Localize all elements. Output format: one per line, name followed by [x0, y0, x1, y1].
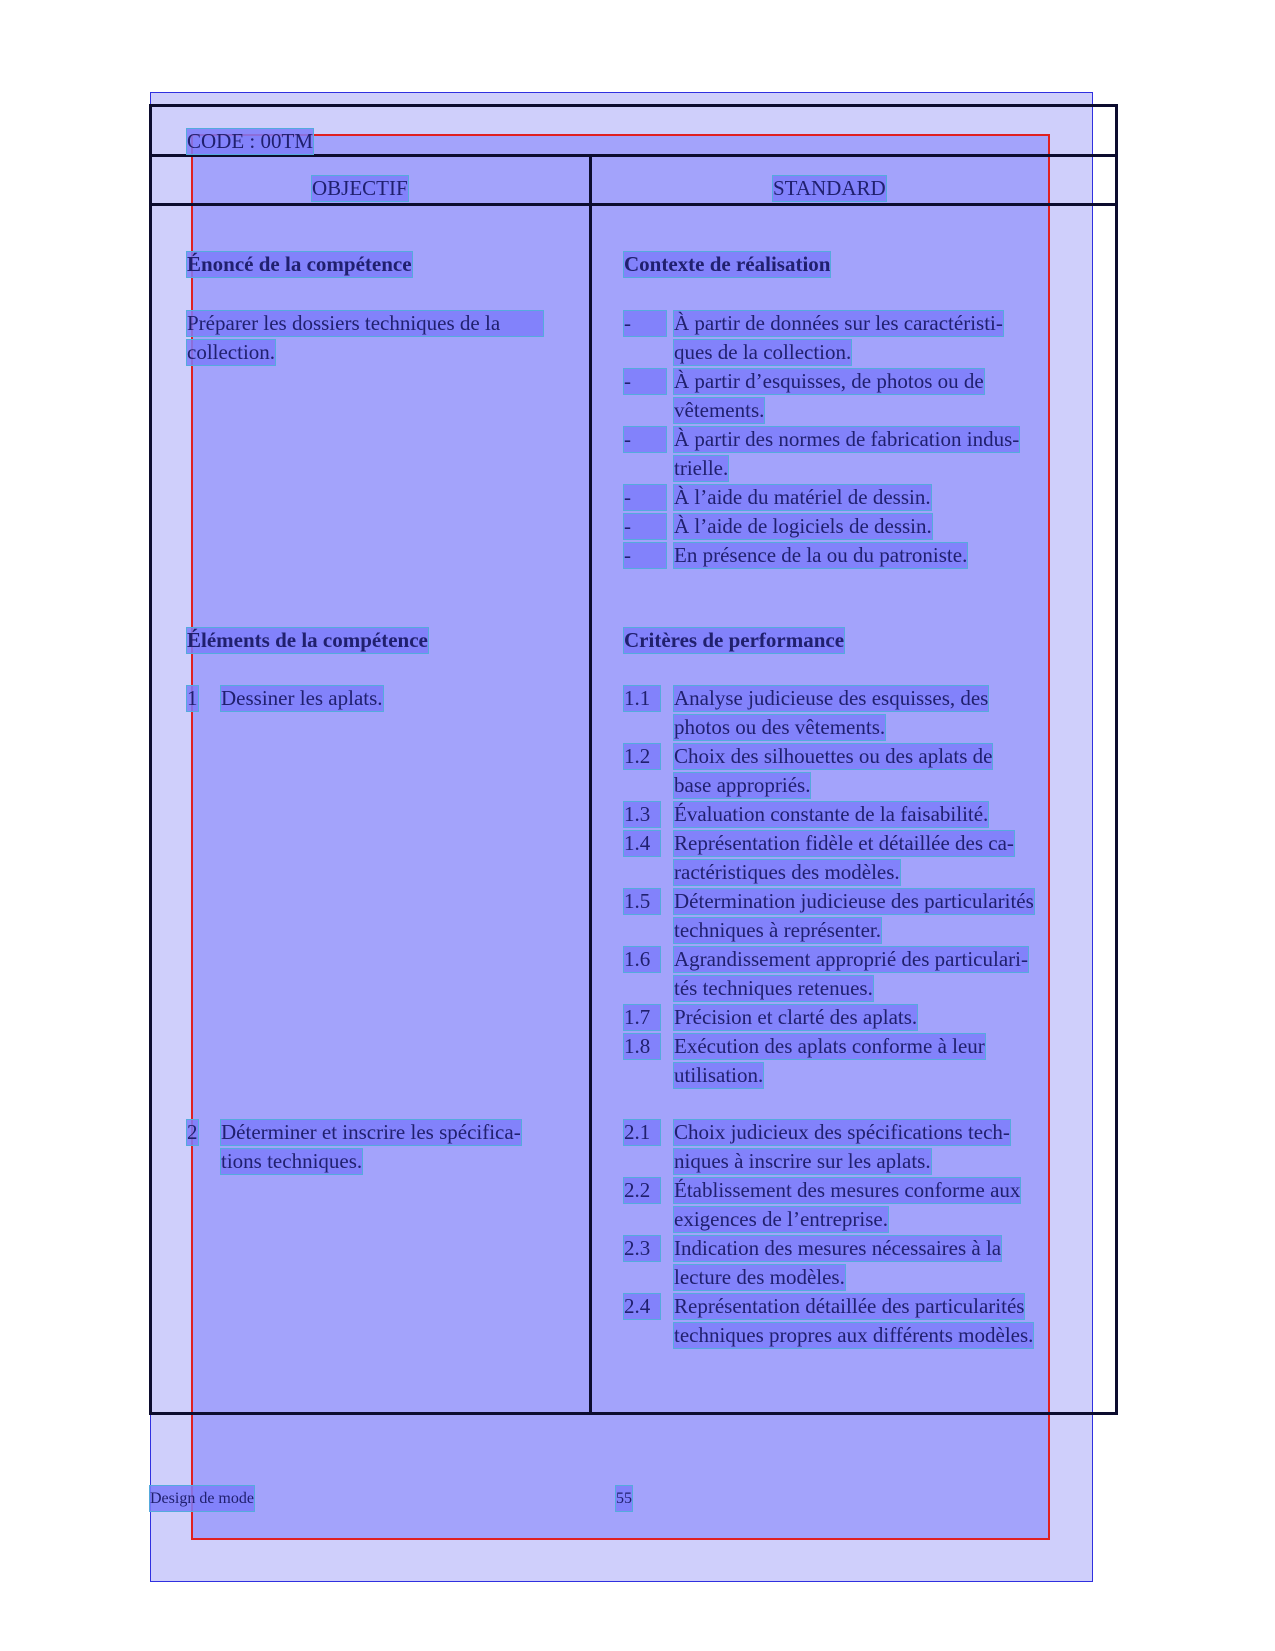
element-text: tions techniques. [221, 1149, 363, 1173]
table-top-border [150, 104, 1118, 107]
criterion-number: 2.4 [624, 1294, 660, 1319]
code-label: CODE : 00TM [187, 129, 313, 153]
criterion-text: Choix des silhouettes ou des aplats de [674, 744, 993, 768]
criterion-number: 1.6 [624, 947, 660, 972]
criterion-text: Analyse judicieuse des esquisses, des [674, 686, 989, 710]
context-bullet: - [624, 427, 666, 452]
context-item-text: À partir de données sur les caractéristi- [674, 311, 1003, 335]
criterion-text: Choix judicieux des spécifications tech- [674, 1120, 1010, 1144]
context-bullet: - [624, 543, 666, 568]
performance-criteria-heading: Critères de performance [624, 628, 845, 652]
column-divider [589, 154, 592, 1415]
criterion-number: 2.1 [624, 1120, 660, 1145]
competency-statement-text: Préparer les dossiers techniques de la [187, 311, 501, 335]
competency-elements-heading: Éléments de la compétence [187, 628, 428, 652]
criterion-text: techniques à représenter. [674, 918, 881, 942]
criterion-number: 1.8 [624, 1034, 660, 1059]
criterion-text: Détermination judicieuse des particularités [674, 889, 1034, 913]
header-divider [150, 154, 1118, 157]
element-number: 2 [187, 1120, 198, 1144]
criterion-number: 2.2 [624, 1178, 660, 1203]
context-bullet: - [624, 485, 666, 510]
criterion-text: Précision et clarté des aplats. [674, 1005, 918, 1029]
criterion-text: ractéristiques des modèles. [674, 860, 900, 884]
criterion-text: Représentation fidèle et détaillée des ca- [674, 831, 1014, 855]
element-text: Déterminer et inscrire les spécifica- [221, 1120, 521, 1144]
criterion-text: Exécution des aplats conforme à leur [674, 1034, 985, 1058]
criterion-number: 1.1 [624, 686, 660, 711]
context-bullet: - [624, 369, 666, 394]
criterion-number: 1.4 [624, 831, 660, 856]
criterion-text: tés techniques retenues. [674, 976, 873, 1000]
context-bullet: - [624, 514, 666, 539]
context-heading: Contexte de réalisation [624, 252, 831, 276]
criterion-text: Établissement des mesures conforme aux [674, 1178, 1021, 1202]
table-left-border [149, 104, 152, 1415]
context-item-text: À l’aide de logiciels de dessin. [674, 514, 932, 538]
table-bottom-border [150, 1412, 1118, 1415]
element-text: Dessiner les aplats. [221, 686, 383, 710]
competency-statement-line: collection. [187, 340, 276, 364]
page-number: 55 [616, 1486, 632, 1511]
context-item-text: En présence de la ou du patroniste. [674, 543, 968, 567]
context-bullet: - [624, 311, 666, 336]
criterion-text: niques à inscrire sur les aplats. [674, 1149, 931, 1173]
criterion-text: base appropriés. [674, 773, 811, 797]
context-item-text: À l’aide du matériel de dessin. [674, 485, 931, 509]
footer-title: Design de mode [150, 1486, 254, 1511]
element-number: 1 [187, 686, 198, 710]
context-item-text: ques de la collection. [674, 340, 852, 364]
context-item-text: vêtements. [674, 398, 765, 422]
competency-statement-line [187, 311, 543, 336]
criterion-text: exigences de l’entreprise. [674, 1207, 888, 1231]
criterion-number: 1.7 [624, 1005, 660, 1030]
criterion-text: photos ou des vêtements. [674, 715, 886, 739]
criterion-text: Représentation détaillée des particularités [674, 1294, 1025, 1318]
criterion-text: lecture des modèles. [674, 1265, 845, 1289]
criterion-number: 2.3 [624, 1236, 660, 1261]
context-item-text: À partir d’esquisses, de photos ou de [674, 369, 984, 393]
table-right-border [1115, 104, 1118, 1415]
competency-statement-heading: Énoncé de la compétence [187, 252, 412, 276]
standard-column-header: STANDARD [773, 176, 886, 200]
criterion-number: 1.2 [624, 744, 660, 769]
criterion-number: 1.3 [624, 802, 660, 827]
objective-column-header: OBJECTIF [312, 176, 408, 200]
column-header-divider [150, 203, 1118, 206]
criterion-number: 1.5 [624, 889, 660, 914]
criterion-text: utilisation. [674, 1063, 764, 1087]
criterion-text: Indication des mesures nécessaires à la [674, 1236, 1002, 1260]
criterion-text: techniques propres aux différents modèles. [674, 1323, 1034, 1347]
context-item-text: À partir des normes de fabrication indus- [674, 427, 1020, 451]
criterion-text: Évaluation constante de la faisabilité. [674, 802, 989, 826]
context-item-text: trielle. [674, 456, 729, 480]
criterion-text: Agrandissement approprié des particulari- [674, 947, 1028, 971]
